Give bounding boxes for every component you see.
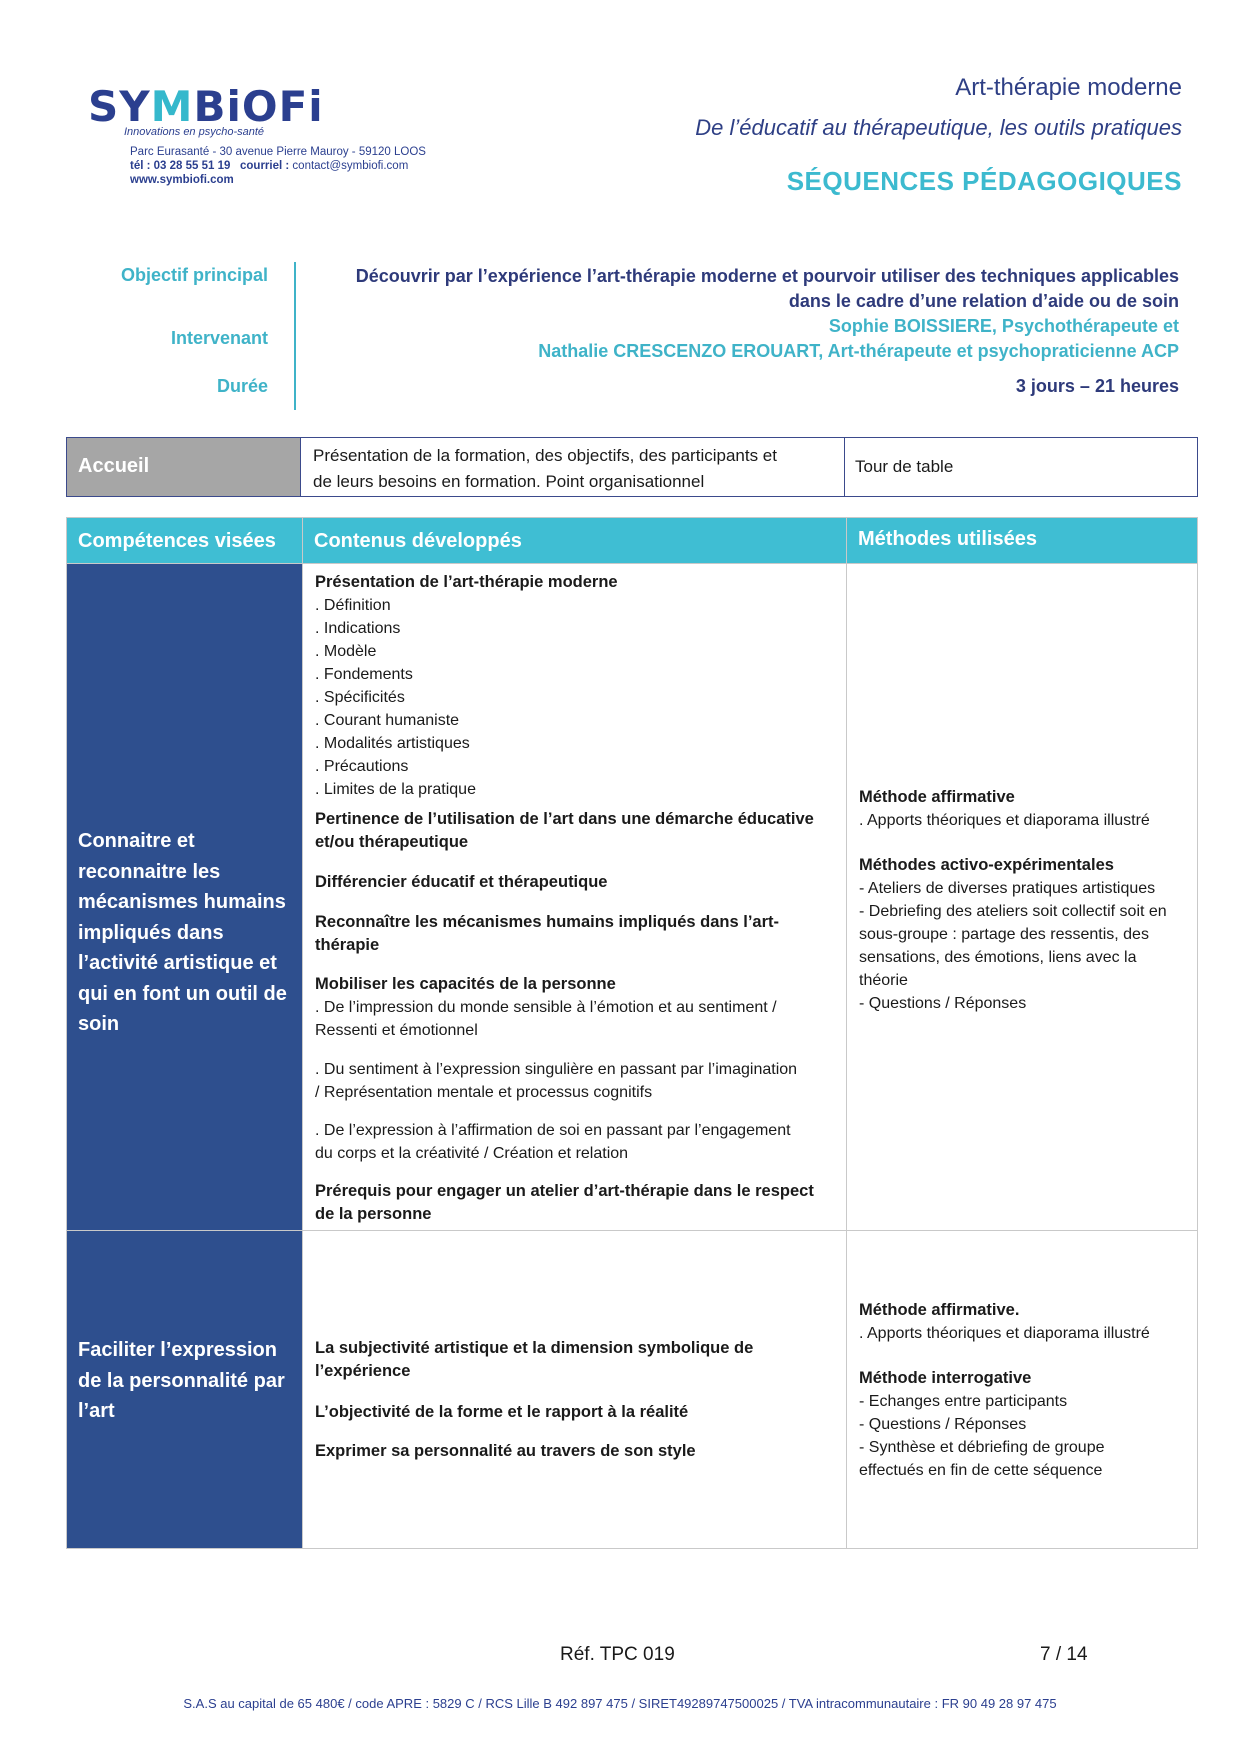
table-row: [67, 563, 1197, 1230]
contact-line: tél : 03 28 55 51 19 courriel : contact@symbiofi.com: [130, 160, 409, 172]
section-heading: SÉQUENCES PÉDAGOGIQUES: [786, 166, 1182, 196]
contenus-cell: [302, 564, 846, 1230]
method-affirmative: Méthode affirmative . Apports théoriques et diaporama illustré: [859, 788, 1150, 829]
list-item: . Fondements: [315, 666, 413, 683]
website-line: www.symbiofi.com: [130, 174, 234, 186]
duree-label: Durée: [216, 376, 268, 396]
sequences-table: [66, 517, 1198, 1549]
logo-wordmark: SYMBiOFi: [88, 82, 324, 131]
objectif-label: Objectif principal: [120, 265, 268, 285]
list-item: . Modèle: [315, 643, 377, 660]
differencier-heading: Différencier éducatif et thérapeutique: [315, 873, 608, 891]
table-header-row: [67, 518, 1197, 563]
prerequis-heading: Prérequis pour engager un atelier d’art-thérapie dans le respect de la personne: [315, 1182, 814, 1223]
reconnaitre-heading: Reconnaître les mécanismes humains impliqués dans l’art- thérapie: [315, 913, 779, 954]
legal-footer: S.A.S au capital de 65 480€ / code APRE : 5829 C / RCS Lille B 492 897 475 / SIRET49289747500025 / TVA intracommunautaire : FR 90 49 28 97 475: [183, 1696, 1057, 1711]
method-interrogative: Méthode interrogative - Echanges entre participants - Questions / Réponses - Synthèse et débriefing de groupe effectués en fin de cette séquence: [859, 1369, 1105, 1479]
subjectivite-heading: La subjectivité artistique et la dimension symbolique de l’expérience: [315, 1339, 754, 1380]
company-address: [130, 145, 426, 187]
accueil-table: [66, 437, 1198, 497]
header-methodes: Méthodes utilisées: [846, 518, 1197, 563]
accueil-content: Présentation de la formation, des objectifs, des participants et de leurs besoins en formation. Point organisationnel: [301, 438, 845, 496]
competence-cell: Connaitre et reconnaitre les mécanismes humains impliqués dans l’activité artistique et qui en font un outil de soin: [67, 564, 302, 1230]
company-logo: [88, 82, 448, 138]
duree-value: 3 jours – 21 heures: [1015, 376, 1179, 396]
exprimer-heading: Exprimer sa personnalité au travers de son style: [315, 1442, 696, 1460]
logo-tagline: Innovations en psycho-santé: [124, 126, 265, 138]
page-number: 7 / 14: [1040, 1644, 1088, 1665]
list-item: . Précautions: [315, 758, 409, 775]
list-item: . Courant humaniste: [315, 712, 460, 729]
list-item: . Indications: [315, 620, 401, 637]
intervenant-label: Intervenant: [170, 328, 268, 348]
methodes-cell: [846, 564, 1197, 1230]
competence-cell: Faciliter l’expression de la personnalité par l’art: [67, 1231, 302, 1548]
methodes-cell: [846, 1231, 1197, 1548]
intervenant-value: Sophie BOISSIERE, Psychothérapeute et Nathalie CRESCENZO EROUART, Art-thérapeute et psychopraticienne ACP: [538, 316, 1179, 361]
header-competences: Compétences visées: [67, 518, 302, 563]
address-line: Parc Eurasanté - 30 avenue Pierre Mauroy - 59120 LOOS: [130, 146, 426, 158]
accueil-method: Tour de table: [855, 457, 954, 476]
mobiliser-block: Mobiliser les capacités de la personne . De l’impression du monde sensible à l’émotion et au sentiment / Ressenti et émotionnel: [315, 975, 777, 1039]
header-contenus: Contenus développés: [302, 518, 846, 563]
method-activo: Méthodes activo-expérimentales - Ateliers de diverses pratiques artistiques - Debriefing des ateliers soit collectif soit en sous-groupe : partage des ressentis, des sensations, des émotions, liens avec la théorie - Questions / Réponses: [859, 856, 1167, 1012]
method-affirmative: Méthode affirmative. . Apports théoriques et diaporama illustré: [859, 1301, 1150, 1342]
document-title: Art-thérapie moderne: [955, 74, 1182, 101]
contenus-cell: [302, 1231, 846, 1548]
objectivite-heading: L’objectivité de la forme et le rapport à la réalité: [315, 1403, 689, 1421]
table-row: [67, 1230, 1197, 1548]
summary-divider: [294, 262, 296, 410]
pertinence-heading: Pertinence de l’utilisation de l’art dans une démarche éducative et/ou thérapeutique: [315, 810, 814, 851]
list-item: . Définition: [315, 597, 391, 614]
document-subtitle: De l’éducatif au thérapeutique, les outils pratiques: [695, 115, 1182, 140]
mobiliser-item: . De l’expression à l’affirmation de soi en passant par l’engagement du corps et la créativité / Création et relation: [315, 1122, 791, 1162]
objectif-value: Découvrir par l’expérience l’art-thérapie moderne et pourvoir utiliser des techniques applicables dans le cadre d’une relation d’aide ou de soin: [355, 266, 1179, 311]
list-item: . Spécificités: [315, 689, 405, 706]
accueil-label: Accueil: [67, 438, 301, 496]
list-item: . Modalités artistiques: [315, 735, 470, 752]
reference-number: Réf. TPC 019: [560, 1644, 675, 1665]
mobiliser-item: . Du sentiment à l’expression singulière en passant par l’imagination / Représentation mentale et processus cognitifs: [315, 1061, 798, 1101]
list-item: . Limites de la pratique: [315, 781, 476, 798]
presentation-block: Présentation de l’art-thérapie moderne . Définition . Indications . Modèle . Fondements . Spécificités . Courant humaniste . Modalités artistiques . Précautions . Limites de la pratique: [315, 571, 836, 801]
